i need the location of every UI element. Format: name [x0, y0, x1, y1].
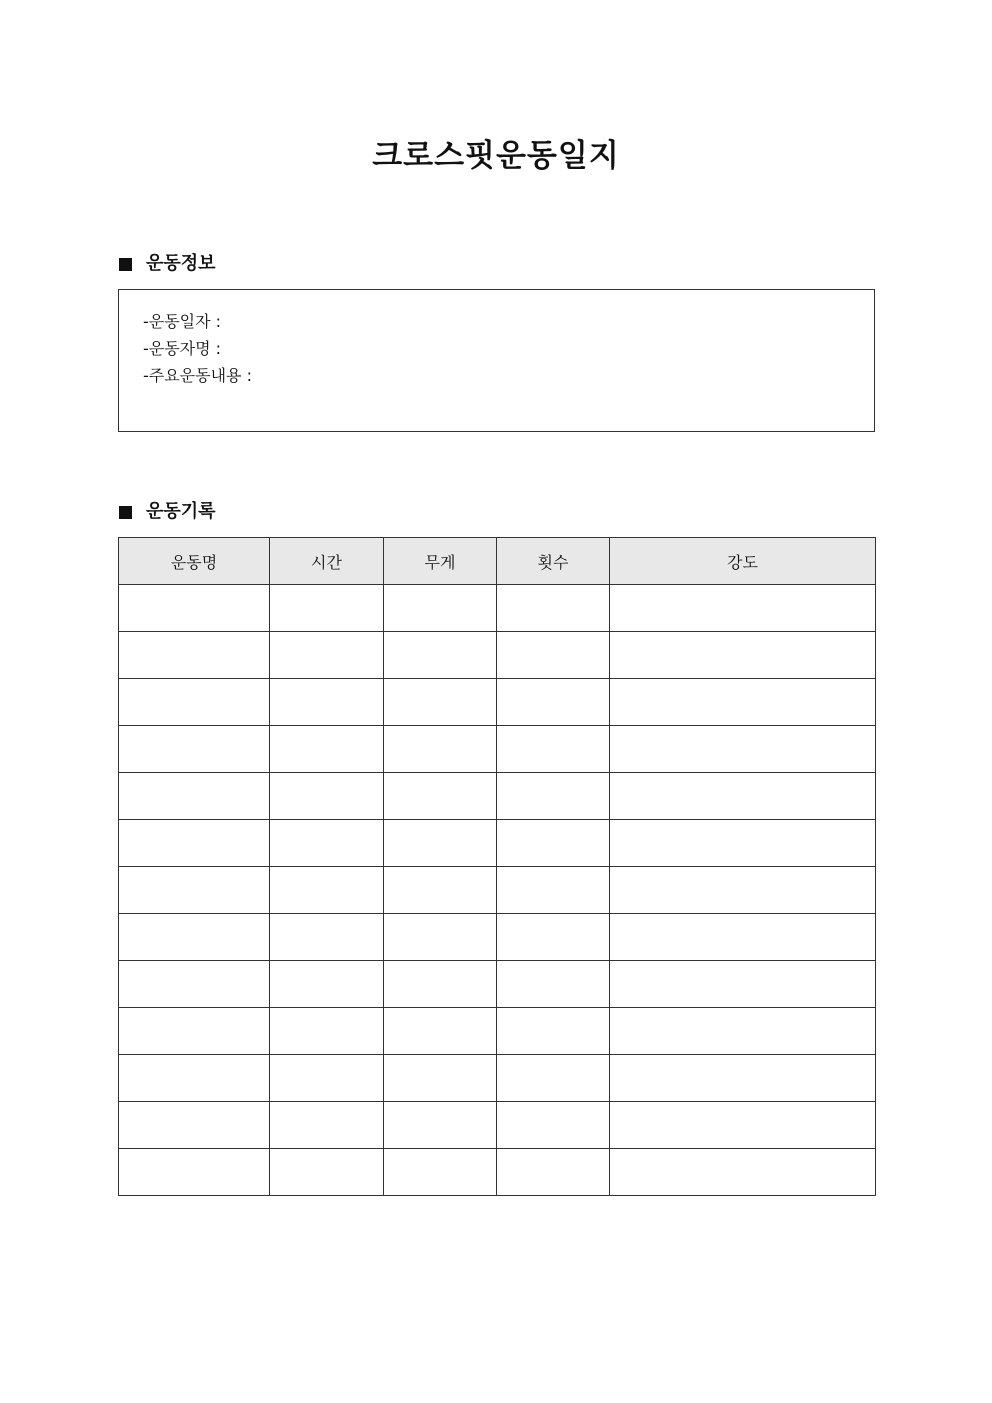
time-cell[interactable]	[270, 1149, 384, 1196]
exercise-cell[interactable]	[119, 1008, 270, 1055]
exercise-cell[interactable]	[119, 679, 270, 726]
section-heading-info	[119, 252, 216, 276]
exercise-cell[interactable]	[119, 1149, 270, 1196]
intensity-cell[interactable]	[610, 679, 876, 726]
section-heading-info-label: 운동정보	[146, 253, 216, 274]
weight-cell[interactable]	[384, 820, 497, 867]
weight-cell[interactable]	[384, 961, 497, 1008]
table-row	[119, 679, 876, 726]
page-title: 크로스핏운동일지	[372, 138, 620, 174]
intensity-cell[interactable]	[610, 1055, 876, 1102]
reps-cell[interactable]	[497, 820, 610, 867]
weight-cell[interactable]	[384, 1055, 497, 1102]
intensity-cell[interactable]	[610, 585, 876, 632]
weight-cell[interactable]	[384, 679, 497, 726]
intensity-cell[interactable]	[610, 632, 876, 679]
record-table-body	[119, 585, 876, 1196]
intensity-cell[interactable]	[610, 867, 876, 914]
weight-cell[interactable]	[384, 585, 497, 632]
exercise-cell[interactable]	[119, 585, 270, 632]
time-cell[interactable]	[270, 820, 384, 867]
table-row	[119, 1008, 876, 1055]
reps-cell[interactable]	[497, 1102, 610, 1149]
exercise-cell[interactable]	[119, 632, 270, 679]
table-row	[119, 914, 876, 961]
time-cell[interactable]	[270, 1102, 384, 1149]
info-line-content[interactable]: -주요운동내용 :	[143, 366, 252, 385]
weight-cell[interactable]	[384, 914, 497, 961]
table-row	[119, 632, 876, 679]
reps-cell[interactable]	[497, 726, 610, 773]
table-row	[119, 585, 876, 632]
table-row	[119, 867, 876, 914]
section-heading-record-label: 운동기록	[146, 501, 216, 522]
table-row	[119, 773, 876, 820]
column-header-time: 시간	[270, 538, 384, 585]
reps-cell[interactable]	[497, 1149, 610, 1196]
reps-cell[interactable]	[497, 585, 610, 632]
exercise-cell[interactable]	[119, 1055, 270, 1102]
exercise-cell[interactable]	[119, 820, 270, 867]
info-line-name[interactable]: -운동자명 :	[143, 339, 222, 358]
weight-cell[interactable]	[384, 773, 497, 820]
intensity-cell[interactable]	[610, 1008, 876, 1055]
weight-cell[interactable]	[384, 726, 497, 773]
table-row	[119, 1055, 876, 1102]
section-heading-record	[119, 500, 216, 524]
exercise-cell[interactable]	[119, 773, 270, 820]
exercise-cell[interactable]	[119, 1102, 270, 1149]
square-bullet-icon	[119, 258, 132, 271]
reps-cell[interactable]	[497, 867, 610, 914]
info-lines	[143, 308, 252, 389]
reps-cell[interactable]	[497, 632, 610, 679]
reps-cell[interactable]	[497, 773, 610, 820]
exercise-cell[interactable]	[119, 726, 270, 773]
weight-cell[interactable]	[384, 1149, 497, 1196]
table-row	[119, 961, 876, 1008]
table-row	[119, 726, 876, 773]
exercise-cell[interactable]	[119, 961, 270, 1008]
exercise-cell[interactable]	[119, 914, 270, 961]
column-header-weight: 무게	[384, 538, 497, 585]
column-header-exercise: 운동명	[119, 538, 270, 585]
reps-cell[interactable]	[497, 1008, 610, 1055]
intensity-cell[interactable]	[610, 1149, 876, 1196]
reps-cell[interactable]	[497, 961, 610, 1008]
column-header-reps: 횟수	[497, 538, 610, 585]
reps-cell[interactable]	[497, 679, 610, 726]
intensity-cell[interactable]	[610, 773, 876, 820]
reps-cell[interactable]	[497, 1055, 610, 1102]
intensity-cell[interactable]	[610, 820, 876, 867]
table-row	[119, 820, 876, 867]
time-cell[interactable]	[270, 1008, 384, 1055]
square-bullet-icon	[119, 506, 132, 519]
time-cell[interactable]	[270, 914, 384, 961]
table-row	[119, 1102, 876, 1149]
info-line-date[interactable]: -운동일자 :	[143, 312, 222, 331]
weight-cell[interactable]	[384, 1008, 497, 1055]
time-cell[interactable]	[270, 961, 384, 1008]
time-cell[interactable]	[270, 632, 384, 679]
weight-cell[interactable]	[384, 1102, 497, 1149]
table-row	[119, 1149, 876, 1196]
time-cell[interactable]	[270, 679, 384, 726]
exercise-cell[interactable]	[119, 867, 270, 914]
intensity-cell[interactable]	[610, 961, 876, 1008]
table-header-row	[119, 538, 876, 585]
weight-cell[interactable]	[384, 867, 497, 914]
weight-cell[interactable]	[384, 632, 497, 679]
reps-cell[interactable]	[497, 914, 610, 961]
intensity-cell[interactable]	[610, 1102, 876, 1149]
time-cell[interactable]	[270, 585, 384, 632]
intensity-cell[interactable]	[610, 726, 876, 773]
intensity-cell[interactable]	[610, 914, 876, 961]
time-cell[interactable]	[270, 867, 384, 914]
column-header-intensity: 강도	[610, 538, 876, 585]
info-box	[118, 289, 875, 432]
time-cell[interactable]	[270, 773, 384, 820]
time-cell[interactable]	[270, 1055, 384, 1102]
record-table	[118, 537, 876, 1196]
time-cell[interactable]	[270, 726, 384, 773]
